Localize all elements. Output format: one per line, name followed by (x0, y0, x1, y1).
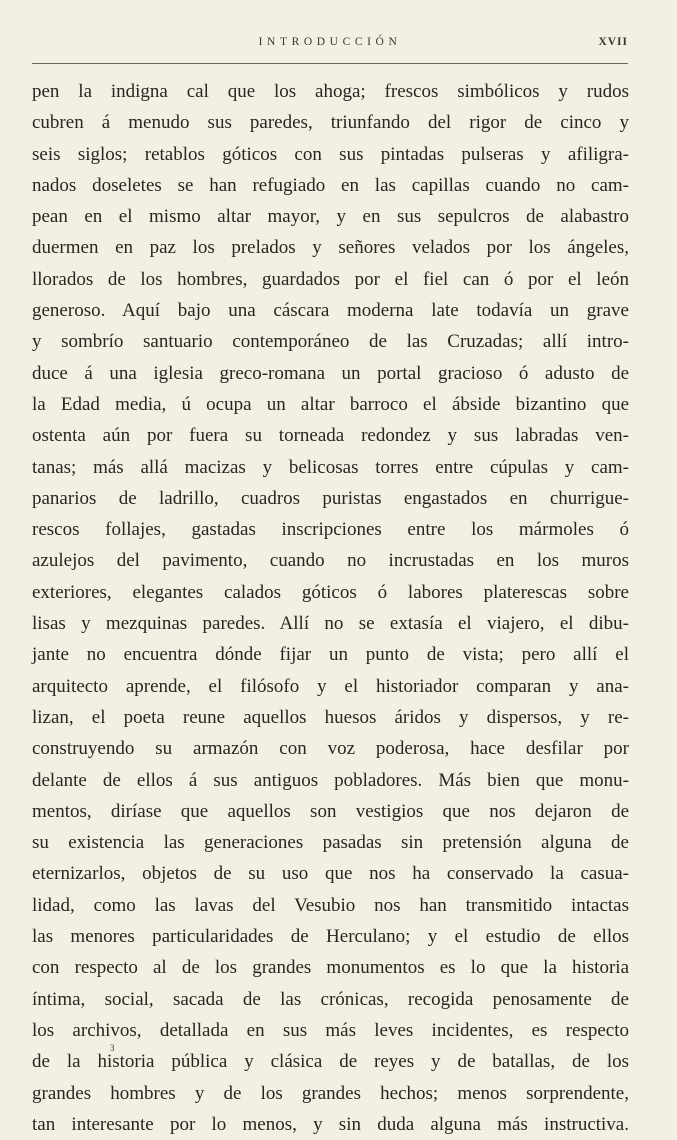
text-line: tan interesante por lo menos, y sin duda alguna más instructiva. (32, 1113, 629, 1135)
text-line: duce á una iglesia greco-romana un portal gracioso ó adusto de (32, 362, 629, 384)
text-line: lidad, como las lavas del Vesubio nos han transmitido intactas (32, 894, 629, 916)
text-line: cubren á menudo sus paredes, triunfando del rigor de cinco y (32, 112, 629, 134)
text-line: azulejos del pavimento, cuando no incrustadas en los muros (32, 550, 629, 572)
text-line: y sombrío santuario contemporáneo de las Cruzadas; allí intro- (32, 331, 629, 353)
text-line: grandes hombres y de los grandes hechos; menos sorprendente, (32, 1082, 629, 1104)
text-line: la Edad media, ú ocupa un altar barroco el ábside bizantino que (32, 393, 629, 415)
text-line: llorados de los hombres, guardados por el fiel can ó por el león (32, 268, 629, 290)
text-line: con respecto al de los grandes monumentos es lo que la historia (32, 957, 629, 979)
text-line: de la historia pública y clásica de reyes y de batallas, de los (32, 1051, 629, 1073)
text-line: mentos, diríase que aquellos son vestigios que nos dejaron de (32, 800, 629, 822)
text-line: construyendo su armazón con voz poderosa, hace desfilar por (32, 738, 629, 760)
body-text (32, 76, 629, 1140)
running-head: INTRODUCCIÓN (258, 36, 402, 48)
text-line: duermen en paz los prelados y señores velados por los ángeles, (32, 237, 629, 259)
page-header (32, 34, 628, 56)
text-line: rescos follajes, gastadas inscripciones entre los mármoles ó (32, 519, 629, 541)
text-line: lisas y mezquinas paredes. Allí no se extasía el viajero, el dibu- (32, 613, 629, 635)
text-line: su existencia las generaciones pasadas sin pretensión alguna de (32, 832, 629, 854)
page-number: XVII (598, 36, 628, 48)
text-line: exteriores, elegantes calados góticos ó labores platerescas sobre (32, 581, 629, 603)
text-line: tanas; más allá macizas y belicosas torres entre cúpulas y cam- (32, 456, 629, 478)
header-rule (32, 63, 628, 64)
text-line: las menores particularidades de Herculano; y el estudio de ellos (32, 926, 629, 948)
text-line: delante de ellos á sus antiguos pobladores. Más bien que monu- (32, 769, 629, 791)
text-line: íntima, social, sacada de las crónicas, recogida penosamente de (32, 988, 629, 1010)
text-line: panarios de ladrillo, cuadros puristas engastados en churrigue- (32, 487, 629, 509)
text-line: pen la indigna cal que los ahoga; frescos simbólicos y rudos (32, 81, 629, 102)
text-line: ostenta aún por fuera su torneada redondez y sus labradas ven- (32, 425, 629, 447)
text-line: jante no encuentra dónde fijar un punto de vista; pero allí el (32, 644, 629, 666)
text-line: lizan, el poeta reune aquellos huesos áridos y dispersos, y re- (32, 706, 629, 728)
text-line: generoso. Aquí bajo una cáscara moderna late todavía un grave (32, 300, 629, 322)
text-line: eternizarlos, objetos de su uso que nos ha conservado la casua- (32, 863, 629, 885)
signature-mark: 3 (110, 1043, 115, 1053)
text-line: pean en el mismo altar mayor, y en sus sepulcros de alabastro (32, 206, 629, 228)
text-line: nados doseletes se han refugiado en las capillas cuando no cam- (32, 174, 629, 196)
text-line: arquitecto aprende, el filósofo y el historiador comparan y ana- (32, 675, 629, 697)
text-line: los archivos, detallada en sus más leves incidentes, es respecto (32, 1019, 629, 1041)
text-line: seis siglos; retablos góticos con sus pintadas pulseras y afiligra- (32, 143, 629, 165)
